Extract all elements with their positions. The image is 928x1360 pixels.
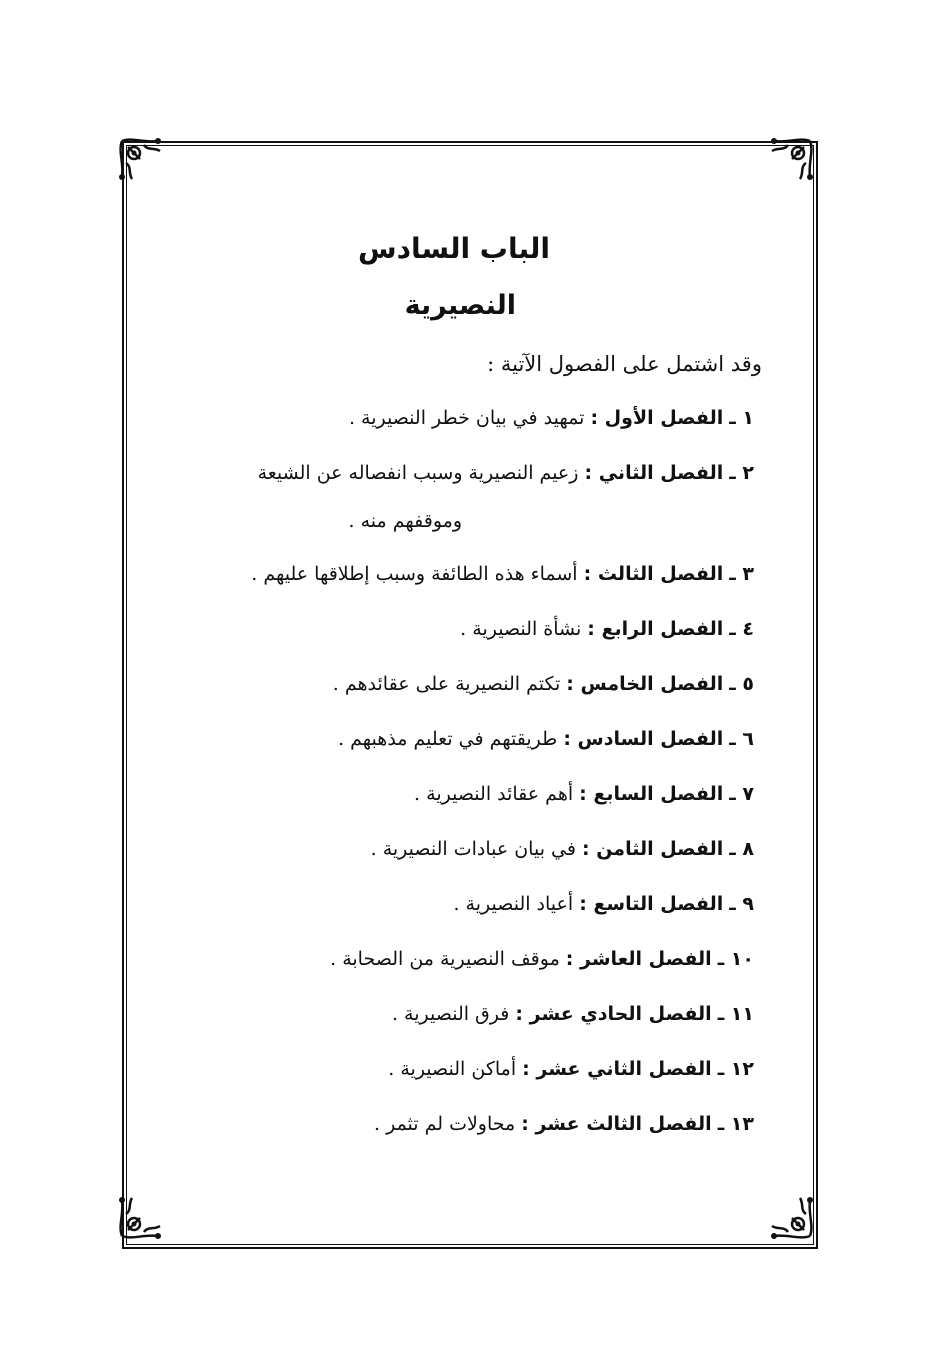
chapter-subtitle: النصيرية: [404, 290, 516, 321]
item-description: تمهيد في بيان خطر النصيرية .: [348, 407, 585, 429]
item-label: الفصل السادس :: [563, 728, 724, 750]
list-item: [349, 407, 754, 429]
item-description: أهم عقائد النصيرية .: [414, 783, 574, 805]
item-number: ٩ ـ: [729, 893, 754, 915]
item-label: الفصل الثالث عشر :: [521, 1113, 712, 1135]
item-description: أماكن النصيرية .: [388, 1058, 517, 1080]
corner-ornament-icon: [114, 1190, 168, 1244]
item-label: الفصل التاسع :: [579, 893, 724, 915]
item-number: ١٠ ـ: [717, 948, 754, 970]
item-label: الفصل الحادي عشر :: [515, 1003, 712, 1025]
corner-ornament-icon: [114, 133, 168, 187]
corner-ornament-icon: [764, 133, 818, 187]
list-item: [414, 783, 754, 805]
item-description: فرق النصيرية .: [391, 1003, 510, 1025]
item-description: أعياد النصيرية .: [453, 893, 574, 915]
item-label: الفصل الأول :: [590, 407, 724, 429]
intro-text: وقد اشتمل على الفصول الآتية :: [487, 352, 762, 376]
item-number: ١١ ـ: [717, 1003, 754, 1025]
item-number: ١٣ ـ: [717, 1113, 754, 1135]
item-number: ٧ ـ: [729, 783, 754, 805]
list-item: [453, 893, 754, 915]
chapter-title: الباب السادس: [357, 232, 550, 265]
item-description: طريقتهم في تعليم مذهبهم .: [338, 728, 558, 750]
item-description: زعيم النصيرية وسبب انفصاله عن الشيعة: [257, 462, 579, 484]
list-item: [392, 1003, 754, 1025]
item-description-cont: وموقفهم منه .: [348, 510, 462, 532]
list-item: [388, 1058, 754, 1080]
list-item: [258, 462, 754, 484]
item-label: الفصل الخامس :: [566, 673, 724, 695]
item-description: أسماء هذه الطائفة وسبب إطلاقها عليهم .: [251, 563, 578, 585]
item-description: محاولات لم تثمر .: [374, 1113, 516, 1135]
item-description: تكتم النصيرية على عقائدهم .: [332, 673, 561, 695]
corner-ornament-icon: [764, 1190, 818, 1244]
item-number: ٤ ـ: [729, 618, 754, 640]
list-item: [338, 728, 754, 750]
list-item: [371, 838, 754, 860]
item-number: ٢ ـ: [729, 462, 754, 484]
list-item: [374, 1113, 754, 1135]
item-label: الفصل الثاني :: [584, 462, 724, 484]
list-item: [330, 948, 754, 970]
item-number: ٦ ـ: [729, 728, 754, 750]
item-number: ٣ ـ: [729, 563, 754, 585]
item-description: موقف النصيرية من الصحابة .: [330, 948, 560, 970]
item-label: الفصل السابع :: [579, 783, 724, 805]
item-number: ٨ ـ: [729, 838, 754, 860]
item-label: الفصل الرابع :: [587, 618, 724, 640]
item-label: الفصل الثاني عشر :: [522, 1058, 712, 1080]
list-item-continuation: [349, 510, 462, 532]
list-item: [333, 673, 754, 695]
item-number: ١ ـ: [729, 407, 754, 429]
item-number: ٥ ـ: [729, 673, 754, 695]
item-label: الفصل الثالث :: [583, 563, 724, 585]
list-item: [460, 618, 754, 640]
list-item: [251, 563, 754, 585]
item-description: نشأة النصيرية .: [460, 618, 582, 640]
item-label: الفصل الثامن :: [582, 838, 724, 860]
item-description: في بيان عبادات النصيرية .: [370, 838, 576, 860]
item-number: ١٢ ـ: [717, 1058, 754, 1080]
item-label: الفصل العاشر :: [565, 948, 712, 970]
